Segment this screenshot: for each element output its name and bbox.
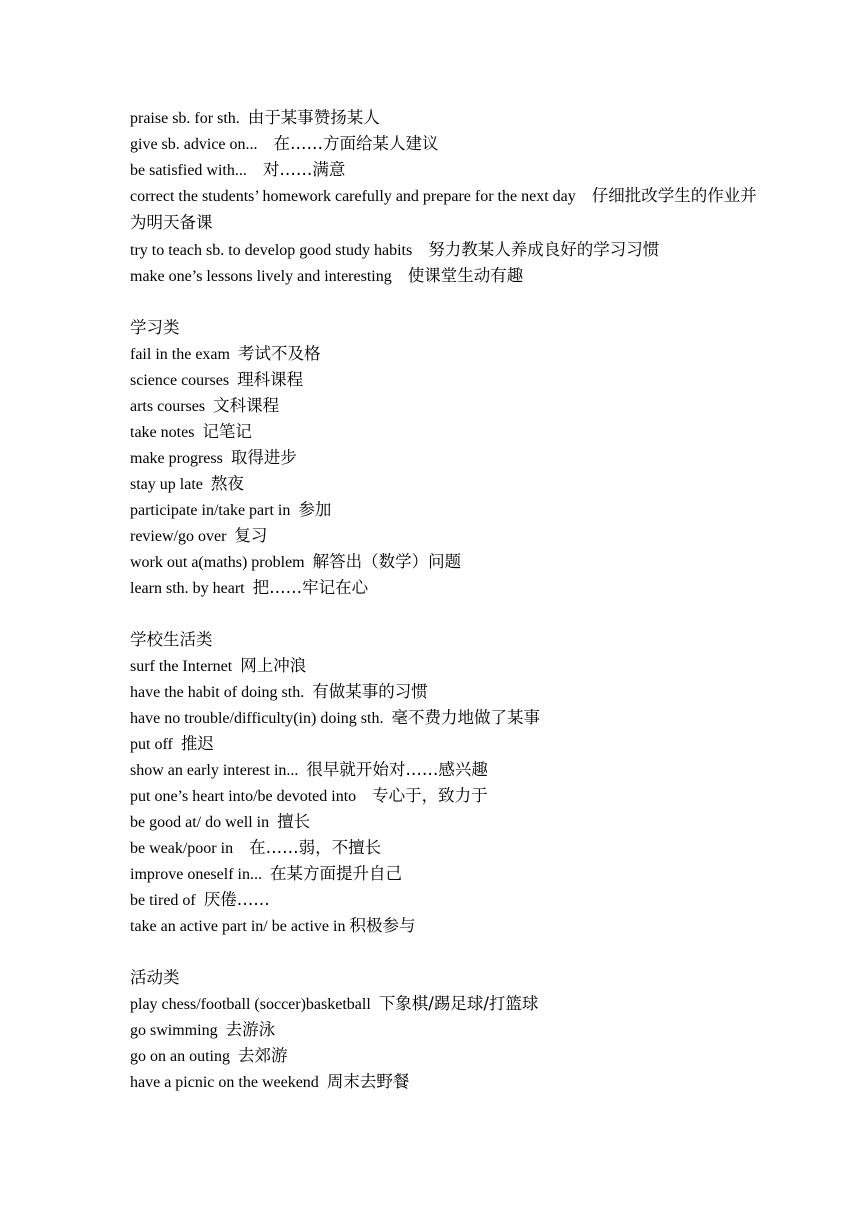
phrase-english: put off	[130, 736, 173, 753]
phrase-chinese: 周末去野餐	[326, 1072, 410, 1091]
phrase-english: be good at/ do well in	[130, 814, 270, 831]
phrase-chinese: 复习	[234, 526, 268, 545]
phrase-entry	[130, 341, 770, 367]
phrase-chinese: 厌倦……	[203, 890, 270, 909]
phrase-entry	[130, 131, 770, 157]
section-heading-activity: 活动类	[130, 968, 180, 987]
phrase-english: correct the students’ homework carefully and prepare for the next day	[130, 188, 576, 205]
phrase-entry	[130, 575, 770, 601]
phrase-entry	[130, 471, 770, 497]
phrase-english: put one’s heart into/be devoted into	[130, 788, 357, 805]
phrase-english: have no trouble/difficulty(in) doing sth.	[130, 710, 384, 727]
section-school-life	[130, 627, 770, 939]
phrase-chinese: 专心于，致力于	[372, 786, 488, 805]
phrase-chinese: 文科课程	[213, 396, 280, 415]
phrase-chinese: 记笔记	[202, 422, 252, 441]
phrase-entry	[130, 1069, 770, 1095]
phrase-entry	[130, 497, 770, 523]
section-spacer	[130, 289, 770, 315]
phrase-entry	[130, 1017, 770, 1043]
phrase-list-teacher	[130, 105, 770, 289]
phrase-chinese: 使课堂生动有趣	[407, 266, 524, 285]
phrase-english: stay up late	[130, 476, 203, 493]
phrase-chinese: 去游泳	[225, 1020, 276, 1039]
phrase-english: improve oneself in...	[130, 866, 262, 883]
document-page	[130, 105, 770, 1095]
phrase-entry	[130, 263, 770, 289]
phrase-english: take an active part in/ be active in	[130, 918, 346, 935]
phrase-english: be weak/poor in	[130, 840, 234, 857]
section-heading-study: 学习类	[130, 318, 180, 337]
phrase-entry	[130, 549, 770, 575]
phrase-chinese: 把……牢记在心	[252, 578, 369, 597]
phrase-entry	[130, 393, 770, 419]
phrase-chinese: 对……满意	[262, 160, 346, 179]
phrase-entry	[130, 913, 770, 939]
phrase-chinese: 去郊游	[238, 1046, 288, 1065]
phrase-entry	[130, 653, 770, 679]
phrase-chinese: 解答出（数学）问题	[312, 552, 462, 571]
phrase-english: show an early interest in...	[130, 762, 299, 779]
phrase-entry	[130, 731, 770, 757]
phrase-chinese: 在……弱，不擅长	[249, 838, 382, 857]
phrase-english: have the habit of doing sth.	[130, 684, 305, 701]
phrase-english: science courses	[130, 372, 230, 389]
phrase-english: fail in the exam	[130, 346, 230, 363]
phrase-entry	[130, 861, 770, 887]
phrase-entry	[130, 835, 770, 861]
phrase-english: review/go over	[130, 528, 227, 545]
section-heading-school-life: 学校生活类	[130, 630, 213, 649]
phrase-english: have a picnic on the weekend	[130, 1074, 319, 1091]
phrase-english: play chess/football (soccer)basketball	[130, 996, 371, 1013]
phrase-entry	[130, 105, 770, 131]
phrase-chinese: 下象棋/踢足球/打篮球	[378, 994, 539, 1013]
phrase-english: praise sb. for sth.	[130, 110, 240, 127]
section-spacer	[130, 601, 770, 627]
phrase-english: try to teach sb. to develop good study habits	[130, 242, 413, 259]
phrase-entry	[130, 157, 770, 183]
phrase-entry	[130, 783, 770, 809]
phrase-english: arts courses	[130, 398, 206, 415]
phrase-english: learn sth. by heart	[130, 580, 245, 597]
phrase-chinese: 理科课程	[237, 370, 304, 389]
phrase-entry	[130, 237, 770, 263]
phrase-chinese: 仔细批改学生的作业并为明天备课	[130, 186, 757, 232]
phrase-english: go swimming	[130, 1022, 218, 1039]
phrase-english: be tired of	[130, 892, 196, 909]
phrase-english: participate in/take part in	[130, 502, 291, 519]
phrase-entry	[130, 705, 770, 731]
phrase-english: take notes	[130, 424, 195, 441]
phrase-english: go on an outing	[130, 1048, 230, 1065]
phrase-english: make progress	[130, 450, 223, 467]
phrase-chinese: 推迟	[180, 734, 214, 753]
phrase-chinese: 熬夜	[210, 474, 244, 493]
phrase-english: be satisfied with...	[130, 162, 247, 179]
section-spacer	[130, 939, 770, 965]
phrase-entry	[130, 445, 770, 471]
phrase-chinese: 有做某事的习惯	[312, 682, 428, 701]
phrase-chinese: 在某方面提升自己	[269, 864, 402, 883]
phrase-entry	[130, 991, 770, 1017]
phrase-entry	[130, 367, 770, 393]
phrase-entry	[130, 887, 770, 913]
phrase-chinese: 很早就开始对……感兴趣	[306, 760, 488, 779]
section-activity	[130, 965, 770, 1095]
phrase-entry	[130, 523, 770, 549]
phrase-entry	[130, 809, 770, 835]
phrase-english: give sb. advice on...	[130, 136, 258, 153]
phrase-chinese: 积极参与	[349, 916, 416, 935]
phrase-english: work out a(maths) problem	[130, 554, 305, 571]
phrase-chinese: 由于某事赞扬某人	[247, 108, 380, 127]
section-study	[130, 315, 770, 601]
phrase-chinese: 参加	[298, 500, 332, 519]
phrase-chinese: 在……方面给某人建议	[273, 134, 439, 153]
phrase-chinese: 擅长	[277, 812, 311, 831]
phrase-entry	[130, 1043, 770, 1069]
phrase-entry	[130, 757, 770, 783]
phrase-chinese: 毫不费力地做了某事	[391, 708, 540, 727]
phrase-chinese: 取得进步	[230, 448, 297, 467]
phrase-english: surf the Internet	[130, 658, 233, 675]
phrase-chinese: 努力教某人养成良好的学习习惯	[428, 240, 660, 259]
phrase-chinese: 考试不及格	[237, 344, 321, 363]
phrase-entry	[130, 679, 770, 705]
phrase-english: make one’s lessons lively and interesting	[130, 268, 392, 285]
phrase-chinese: 网上冲浪	[240, 656, 307, 675]
phrase-entry	[130, 183, 770, 237]
phrase-entry	[130, 419, 770, 445]
